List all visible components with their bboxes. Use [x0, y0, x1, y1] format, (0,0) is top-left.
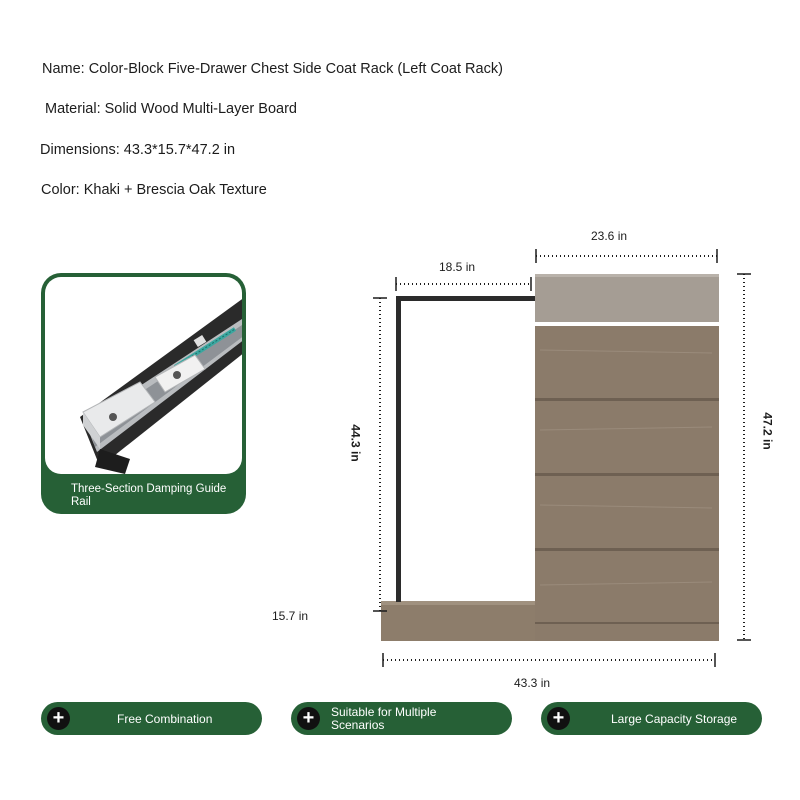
dim-total-width: 43.3 in — [514, 676, 551, 690]
product-name: Name: Color-Block Five-Drawer Chest Side Coat Rack (Left Coat Rack) — [42, 61, 503, 77]
product-color: Color: Khaki + Brescia Oak Texture — [41, 182, 267, 198]
chest-top-khaki — [535, 274, 719, 322]
plus-icon: + — [297, 707, 320, 730]
product-material: Material: Solid Wood Multi-Layer Board — [45, 101, 297, 117]
plus-icon: + — [547, 707, 570, 730]
dim-rack-width: 18.5 in — [439, 260, 476, 274]
chest-drawers — [535, 326, 719, 641]
coat-rack-bar — [396, 296, 536, 301]
feature-multiple-scenarios — [291, 702, 512, 735]
dim-rack-height: 44.3 in — [348, 424, 363, 462]
dim-total-height: 47.2 in — [760, 412, 775, 450]
feature-free-combination — [41, 702, 262, 735]
feature-label: Large Capacity Storage — [611, 712, 738, 726]
dim-depth: 15.7 in — [272, 609, 309, 623]
plus-icon: + — [47, 707, 70, 730]
feature-label: Suitable for Multiple Scenarios — [331, 705, 437, 732]
dim-chest-width: 23.6 in — [591, 229, 628, 243]
feature-large-capacity — [541, 702, 762, 735]
feature-label: Free Combination — [117, 712, 213, 726]
guide-rail-caption: Three-Section Damping Guide Rail — [71, 483, 227, 508]
product-dimensions: Dimensions: 43.3*15.7*47.2 in — [40, 142, 236, 158]
coat-rack-post — [396, 296, 401, 602]
